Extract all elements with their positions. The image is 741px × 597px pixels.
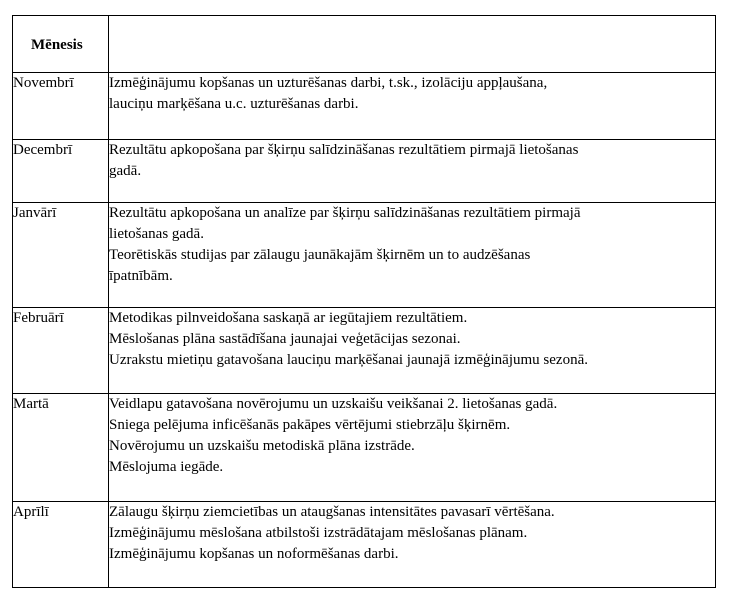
month-cell: Martā	[13, 394, 109, 502]
activity-line: Metodikas pilnveidošana saskaņā ar iegūtajiem rezultātiem.	[109, 310, 468, 326]
activities-cell	[109, 203, 716, 308]
activity-line: Veidlapu gatavošana novērojumu un uzskaišu veikšanai 2. lietošanas gadā.	[109, 396, 558, 412]
activity-line: Izmēģinājumu kopšanas un noformēšanas darbi.	[109, 546, 399, 562]
activities-cell	[109, 140, 716, 203]
activity-line: Rezultātu apkopošana un analīze par šķirņu salīdzināšanas rezultātiem pirmajā	[109, 205, 581, 221]
activity-line: Mēslojuma iegāde.	[109, 459, 224, 475]
activity-line: Uzrakstu mietiņu gatavošana lauciņu marķēšanai jaunajā izmēģinājumu sezonā.	[109, 352, 588, 368]
activities-cell	[109, 308, 716, 394]
activities-column-header	[109, 16, 716, 73]
table-row	[13, 140, 716, 203]
month-column-header: Mēnesis	[13, 16, 109, 73]
activity-line: īpatnībām.	[109, 268, 173, 284]
activities-cell	[109, 73, 716, 140]
activities-cell	[109, 394, 716, 502]
activity-line: Zālaugu šķirņu ziemcietības un ataugšanas intensitātes pavasarī vērtēšana.	[109, 504, 555, 520]
month-cell: Janvārī	[13, 203, 109, 308]
month-cell: Novembrī	[13, 73, 109, 140]
activity-line: Novērojumu un uzskaišu metodiskā plāna izstrāde.	[109, 438, 415, 454]
activity-line: Rezultātu apkopošana par šķirņu salīdzināšanas rezultātiem pirmajā lietošanas	[109, 142, 579, 158]
activity-line: lietošanas gadā.	[109, 226, 204, 242]
month-cell: Februārī	[13, 308, 109, 394]
activity-line: Izmēģinājumu mēslošana atbilstoši izstrādātajam mēslošanas plānam.	[109, 525, 528, 541]
month-cell: Decembrī	[13, 140, 109, 203]
month-cell: Aprīlī	[13, 502, 109, 588]
table-row	[13, 502, 716, 588]
table-row	[13, 73, 716, 140]
table-row	[13, 394, 716, 502]
activity-line: Mēslošanas plāna sastādīšana jaunajai veģetācijas sezonai.	[109, 331, 461, 347]
table-row	[13, 308, 716, 394]
activity-line: Izmēģinājumu kopšanas un uzturēšanas darbi, t.sk., izolāciju appļaušana,	[109, 75, 548, 91]
table-header-row	[13, 16, 716, 73]
table-row	[13, 203, 716, 308]
activity-line: lauciņu marķēšana u.c. uzturēšanas darbi.	[109, 96, 359, 112]
activity-line: Teorētiskās studijas par zālaugu jaunākajām šķirnēm un to audzēšanas	[109, 247, 531, 263]
activities-cell	[109, 502, 716, 588]
activity-line: gadā.	[109, 163, 142, 179]
schedule-table	[12, 15, 716, 588]
activity-line: Sniega pelējuma inficēšanās pakāpes vērtējumi stiebrzāļu šķirnēm.	[109, 417, 511, 433]
